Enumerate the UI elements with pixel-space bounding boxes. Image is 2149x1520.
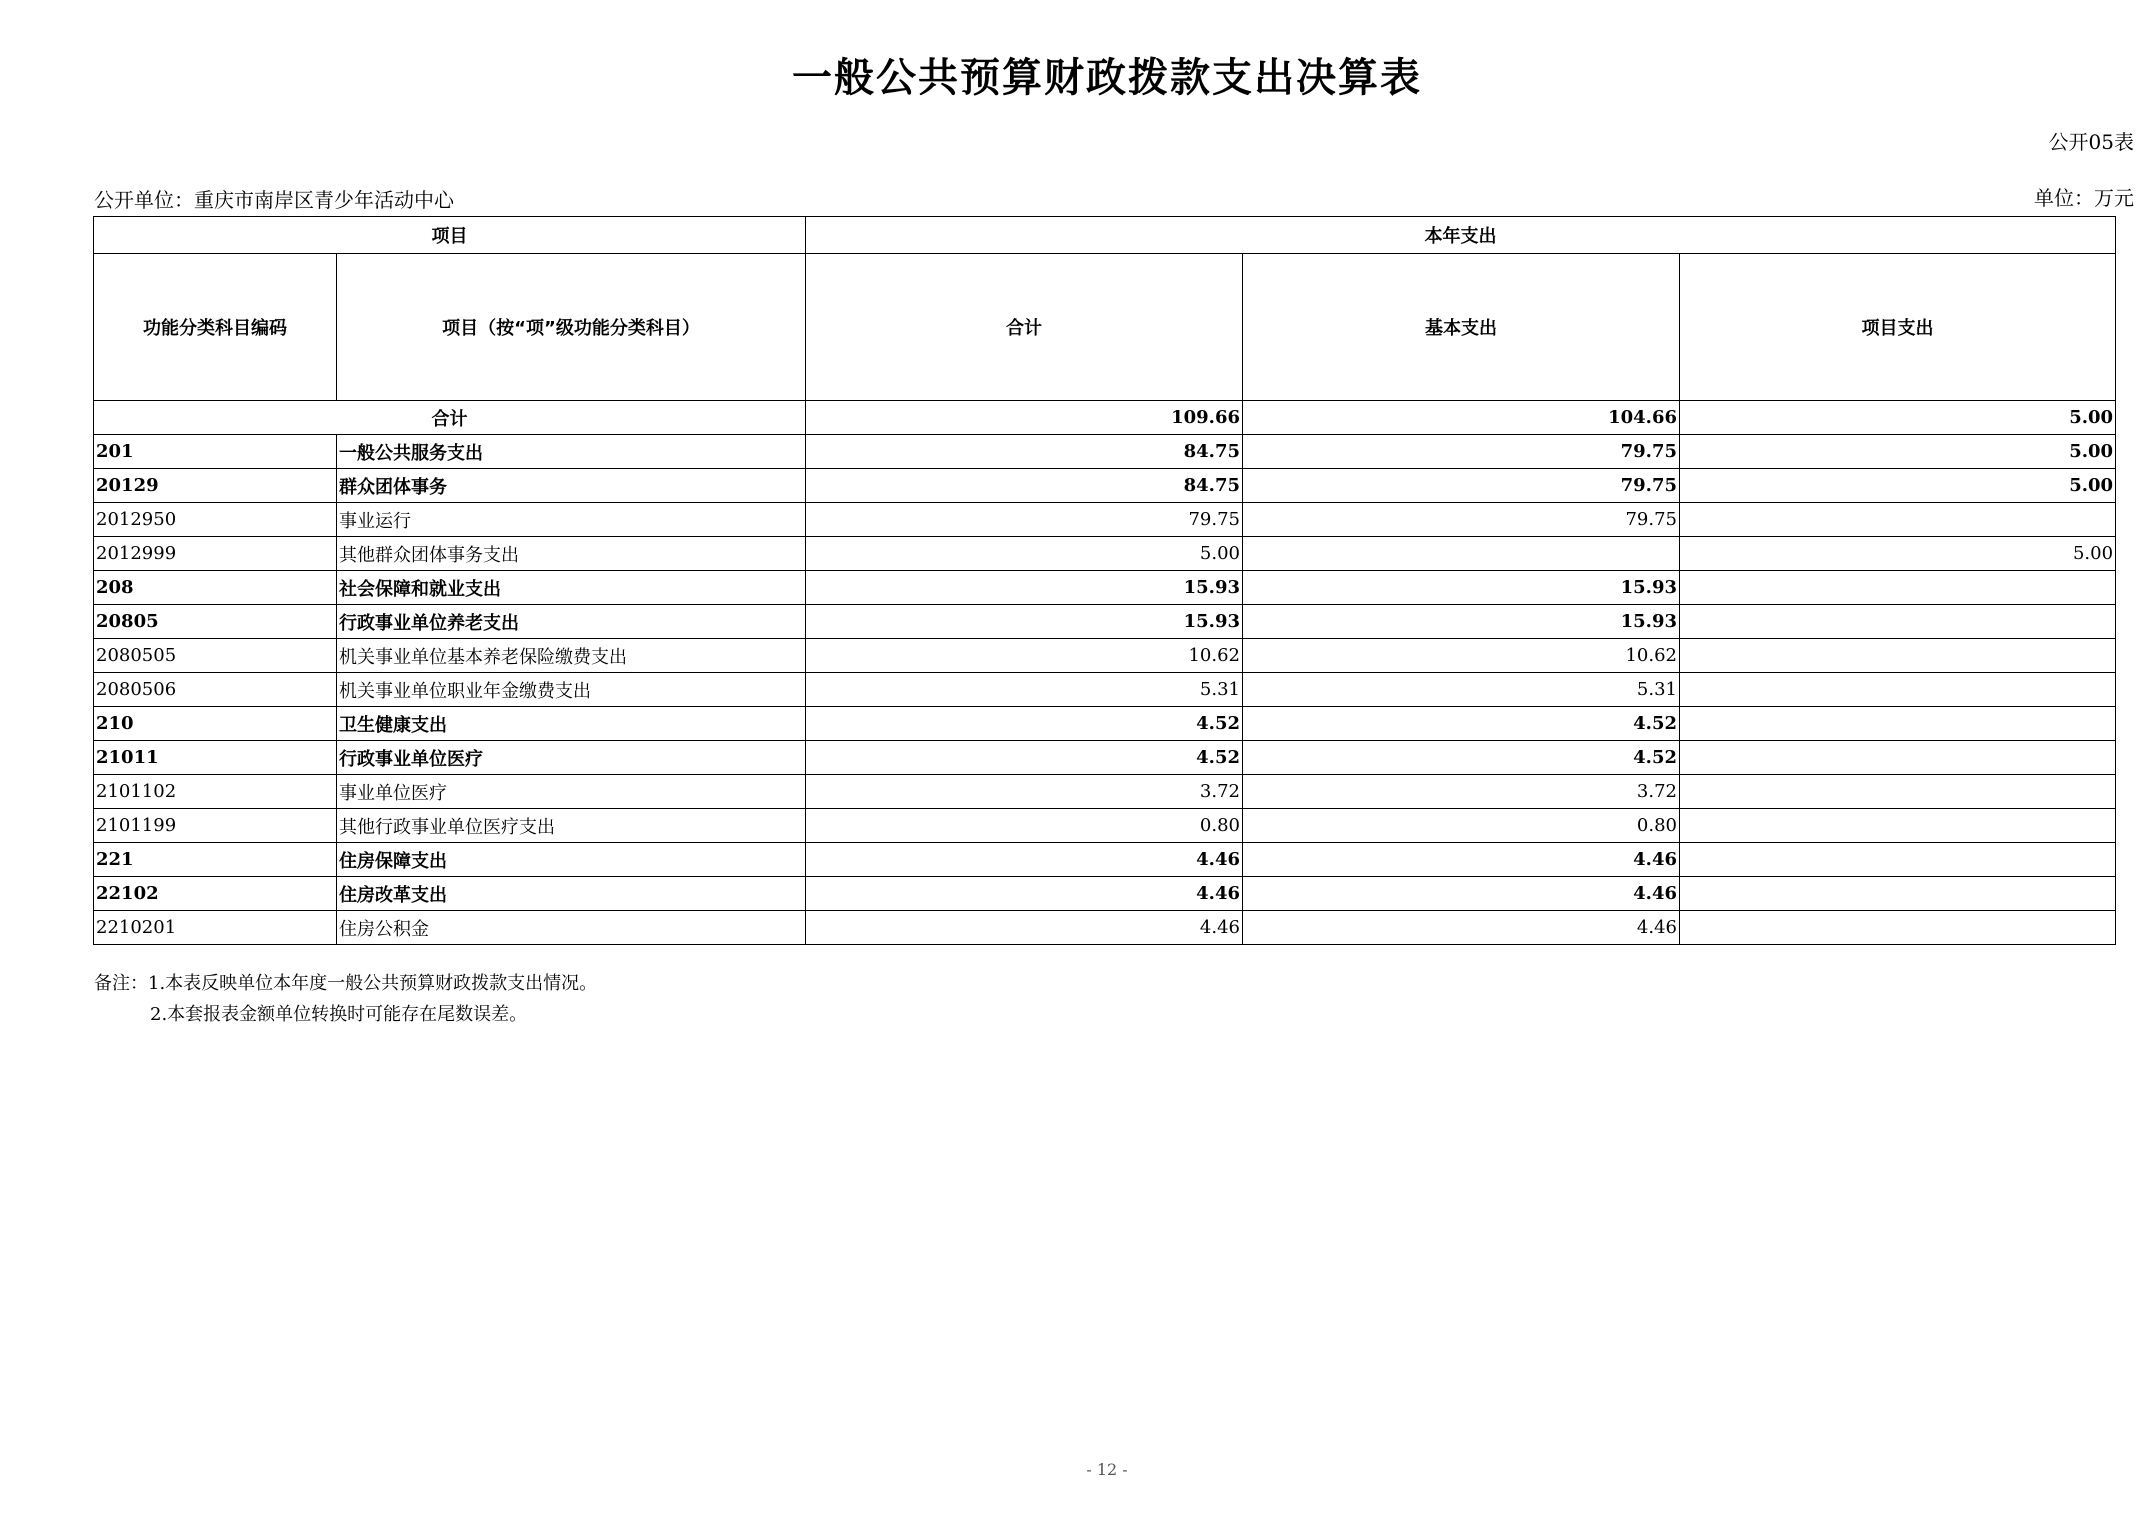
row-total: 79.75 xyxy=(806,503,1243,537)
header-basic: 基本支出 xyxy=(1243,254,1680,401)
row-project xyxy=(1680,877,2116,911)
row-total: 4.46 xyxy=(806,877,1243,911)
row-item-name: 住房改革支出 xyxy=(337,877,806,911)
row-total: 5.31 xyxy=(806,673,1243,707)
table-row xyxy=(94,537,2116,571)
header-project: 项目支出 xyxy=(1680,254,2116,401)
row-project xyxy=(1680,775,2116,809)
row-code: 210 xyxy=(94,707,337,741)
row-item-name: 住房保障支出 xyxy=(337,843,806,877)
page-number: - 12 - xyxy=(1086,1460,1128,1479)
row-code: 22102 xyxy=(94,877,337,911)
row-total: 4.46 xyxy=(806,843,1243,877)
row-code: 2080506 xyxy=(94,673,337,707)
table-row xyxy=(94,639,2116,673)
row-item-name: 事业运行 xyxy=(337,503,806,537)
row-item-name: 机关事业单位职业年金缴费支出 xyxy=(337,673,806,707)
table-row xyxy=(94,911,2116,945)
row-project xyxy=(1680,571,2116,605)
header-item-name: 项目（按“项”级功能分类科目） xyxy=(337,254,806,401)
row-basic: 4.46 xyxy=(1243,877,1680,911)
table-row xyxy=(94,673,2116,707)
row-basic: 15.93 xyxy=(1243,571,1680,605)
row-project xyxy=(1680,503,2116,537)
header-total: 合计 xyxy=(806,254,1243,401)
total-basic: 104.66 xyxy=(1243,401,1680,435)
row-project xyxy=(1680,843,2116,877)
table-row xyxy=(94,809,2116,843)
row-item-name: 行政事业单位养老支出 xyxy=(337,605,806,639)
row-code: 20129 xyxy=(94,469,337,503)
row-code: 2012950 xyxy=(94,503,337,537)
row-project xyxy=(1680,707,2116,741)
row-basic: 5.31 xyxy=(1243,673,1680,707)
row-item-name: 其他群众团体事务支出 xyxy=(337,537,806,571)
row-code: 201 xyxy=(94,435,337,469)
row-project: 5.00 xyxy=(1680,537,2116,571)
total-row xyxy=(94,401,2116,435)
row-basic: 4.52 xyxy=(1243,741,1680,775)
table-row xyxy=(94,843,2116,877)
row-total: 15.93 xyxy=(806,605,1243,639)
header-row-columns xyxy=(94,254,2116,401)
table-row xyxy=(94,877,2116,911)
row-item-name: 群众团体事务 xyxy=(337,469,806,503)
row-basic xyxy=(1243,537,1680,571)
row-item-name: 其他行政事业单位医疗支出 xyxy=(337,809,806,843)
row-total: 4.52 xyxy=(806,707,1243,741)
row-project xyxy=(1680,605,2116,639)
table-row xyxy=(94,469,2116,503)
total-label: 合计 xyxy=(94,401,806,435)
row-project xyxy=(1680,741,2116,775)
row-code: 20805 xyxy=(94,605,337,639)
row-item-name: 行政事业单位医疗 xyxy=(337,741,806,775)
currency-unit-label: 单位：万元 xyxy=(2034,186,2134,210)
row-project xyxy=(1680,911,2116,945)
row-total: 84.75 xyxy=(806,469,1243,503)
row-basic: 4.46 xyxy=(1243,911,1680,945)
row-project: 5.00 xyxy=(1680,435,2116,469)
expenditure-table xyxy=(93,216,2116,945)
row-basic: 79.75 xyxy=(1243,469,1680,503)
row-code: 2080505 xyxy=(94,639,337,673)
row-basic: 3.72 xyxy=(1243,775,1680,809)
row-total: 10.62 xyxy=(806,639,1243,673)
row-total: 4.46 xyxy=(806,911,1243,945)
table-row xyxy=(94,435,2116,469)
header-project-group: 项目 xyxy=(94,217,806,254)
organization-label: 公开单位：重庆市南岸区青少年活动中心 xyxy=(94,188,454,212)
total-project: 5.00 xyxy=(1680,401,2116,435)
row-item-name: 社会保障和就业支出 xyxy=(337,571,806,605)
row-total: 3.72 xyxy=(806,775,1243,809)
row-item-name: 卫生健康支出 xyxy=(337,707,806,741)
row-basic: 10.62 xyxy=(1243,639,1680,673)
total-amount: 109.66 xyxy=(806,401,1243,435)
row-project xyxy=(1680,809,2116,843)
row-total: 15.93 xyxy=(806,571,1243,605)
row-total: 84.75 xyxy=(806,435,1243,469)
row-project xyxy=(1680,673,2116,707)
form-number: 公开05表 xyxy=(2048,130,2134,154)
row-basic: 79.75 xyxy=(1243,435,1680,469)
table-row xyxy=(94,605,2116,639)
row-total: 4.52 xyxy=(806,741,1243,775)
row-total: 0.80 xyxy=(806,809,1243,843)
row-code: 2210201 xyxy=(94,911,337,945)
row-code: 2101199 xyxy=(94,809,337,843)
row-item-name: 一般公共服务支出 xyxy=(337,435,806,469)
row-total: 5.00 xyxy=(806,537,1243,571)
row-item-name: 事业单位医疗 xyxy=(337,775,806,809)
row-basic: 4.46 xyxy=(1243,843,1680,877)
row-basic: 15.93 xyxy=(1243,605,1680,639)
header-code: 功能分类科目编码 xyxy=(94,254,337,401)
table-row xyxy=(94,707,2116,741)
row-basic: 79.75 xyxy=(1243,503,1680,537)
row-basic: 0.80 xyxy=(1243,809,1680,843)
row-basic: 4.52 xyxy=(1243,707,1680,741)
row-project: 5.00 xyxy=(1680,469,2116,503)
row-code: 2101102 xyxy=(94,775,337,809)
row-code: 21011 xyxy=(94,741,337,775)
table-row xyxy=(94,571,2116,605)
table-row xyxy=(94,503,2116,537)
notes xyxy=(94,968,597,1030)
page-title: 一般公共预算财政拨款支出决算表 xyxy=(792,55,1422,101)
note-2: 2.本套报表金额单位转换时可能存在尾数误差。 xyxy=(150,1004,528,1025)
table-row xyxy=(94,741,2116,775)
header-row-group xyxy=(94,217,2116,254)
row-code: 208 xyxy=(94,571,337,605)
row-item-name: 住房公积金 xyxy=(337,911,806,945)
row-item-name: 机关事业单位基本养老保险缴费支出 xyxy=(337,639,806,673)
row-code: 2012999 xyxy=(94,537,337,571)
header-year-expenditure: 本年支出 xyxy=(806,217,2116,254)
note-1: 备注：1.本表反映单位本年度一般公共预算财政拨款支出情况。 xyxy=(94,973,598,994)
table-row xyxy=(94,775,2116,809)
row-code: 221 xyxy=(94,843,337,877)
row-project xyxy=(1680,639,2116,673)
